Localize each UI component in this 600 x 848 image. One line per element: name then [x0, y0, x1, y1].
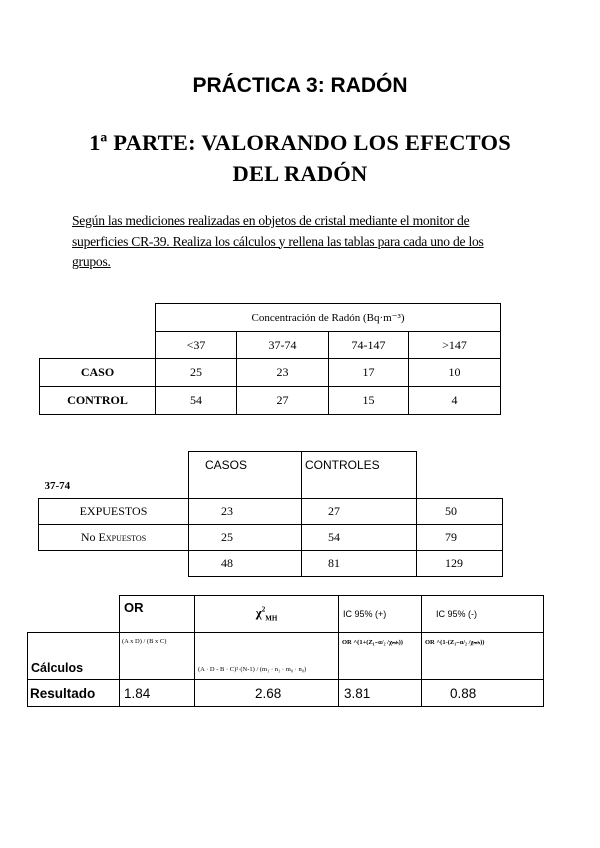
col-header-lt37: <37 — [156, 332, 237, 359]
col-header-gt147: >147 — [409, 332, 501, 359]
cell-value: 10 — [409, 359, 501, 387]
cell-total: 79 — [417, 525, 503, 551]
results-table — [27, 595, 544, 707]
table-row-totals — [39, 551, 503, 577]
table-row — [40, 359, 501, 387]
row-label-no: No — [80, 530, 99, 544]
page-title: PRÁCTICA 3: RADÓN — [192, 74, 408, 97]
col-header-ic-minus: IC 95% (-) — [422, 596, 544, 633]
row-label-expuestos: EXPUESTOS — [39, 499, 189, 525]
formula-ic-minus: OR ^(1-(Z₁₋α/₂ /χₘₕ)) — [422, 633, 544, 680]
col-header-ic-plus: IC 95% (+) — [339, 596, 422, 633]
chi-symbol: χ — [255, 605, 262, 621]
table-row — [39, 499, 503, 525]
section-heading-line2: DEL RADÓN — [232, 161, 368, 186]
result-ic-plus: 3.81 — [339, 680, 422, 707]
result-ic-minus: 0.88 — [422, 680, 544, 707]
instructions-line1: Según las mediciones realizadas en objetos de cristal mediante el monitor de — [72, 213, 470, 228]
cell-value: 27 — [302, 499, 417, 525]
group-label: 37-74 — [44, 480, 71, 492]
table-row-resultado — [28, 680, 544, 707]
cell-value: 23 — [189, 499, 302, 525]
row-label-caso: CASO — [40, 359, 156, 387]
row-label-no-expuestos — [39, 525, 189, 551]
empty-header-cell — [417, 452, 503, 499]
col-header-casos: CASOS — [189, 452, 302, 499]
col-header-37-74: 37-74 — [237, 332, 329, 359]
result-or: 1.84 — [120, 680, 195, 707]
col-header-controles: CONTROLES — [302, 452, 417, 499]
empty-corner-cell — [40, 304, 156, 332]
cell-value: 54 — [156, 387, 237, 415]
instructions-paragraph — [72, 211, 537, 273]
cell-total: 50 — [417, 499, 503, 525]
chi-superscript: 2 — [261, 605, 266, 614]
section-heading-line1: 1ª PARTE: VALORANDO LOS EFECTOS — [89, 130, 511, 155]
row-label-calculos: Cálculos — [28, 633, 120, 680]
cell-value: 15 — [329, 387, 409, 415]
cell-value: 4 — [409, 387, 501, 415]
cell-value: 25 — [189, 525, 302, 551]
col-header-74-147: 74-147 — [329, 332, 409, 359]
cell-grand-total: 129 — [417, 551, 503, 577]
instructions-line2: superficies CR-39. Realiza los cálculos y rellena las tablas para cada uno de los — [72, 233, 484, 249]
cell-total: 48 — [189, 551, 302, 577]
col-header-chi — [195, 596, 339, 633]
cell-total: 81 — [302, 551, 417, 577]
cell-value: 54 — [302, 525, 417, 551]
chi-subscript: MH — [265, 614, 278, 623]
result-chi: 2.68 — [195, 680, 339, 707]
instructions-line3: grupos. — [72, 254, 111, 269]
formula-chi: (A · D - B · C)²·(N-1) / (m₁ · n₁ · m₀ · n₀) — [195, 633, 339, 680]
section-heading — [0, 127, 600, 189]
radon-concentration-table — [39, 303, 501, 415]
formula-or: (A x D) / (B x C) — [120, 633, 195, 680]
col-header-or: OR — [120, 596, 195, 633]
row-label-expuestos-sc: Expuestos — [98, 530, 147, 544]
row-label-resultado: Resultado — [28, 680, 120, 707]
concentration-header: Concentración de Radón (Bq·m⁻³) — [156, 304, 501, 332]
contingency-table-37-74 — [38, 451, 503, 577]
table-row — [40, 387, 501, 415]
table-row-calculos — [28, 633, 544, 680]
table-row — [39, 525, 503, 551]
row-label-control: CONTROL — [40, 387, 156, 415]
cell-value: 17 — [329, 359, 409, 387]
empty-corner-cell — [28, 596, 120, 633]
cell-value: 27 — [237, 387, 329, 415]
formula-ic-plus: OR ^(1+(Z₁₋α/₂ /χₘₕ)) — [339, 633, 422, 680]
cell-value: 23 — [237, 359, 329, 387]
empty-label-cell — [40, 332, 156, 359]
empty-total-label — [39, 551, 189, 577]
cell-value: 25 — [156, 359, 237, 387]
